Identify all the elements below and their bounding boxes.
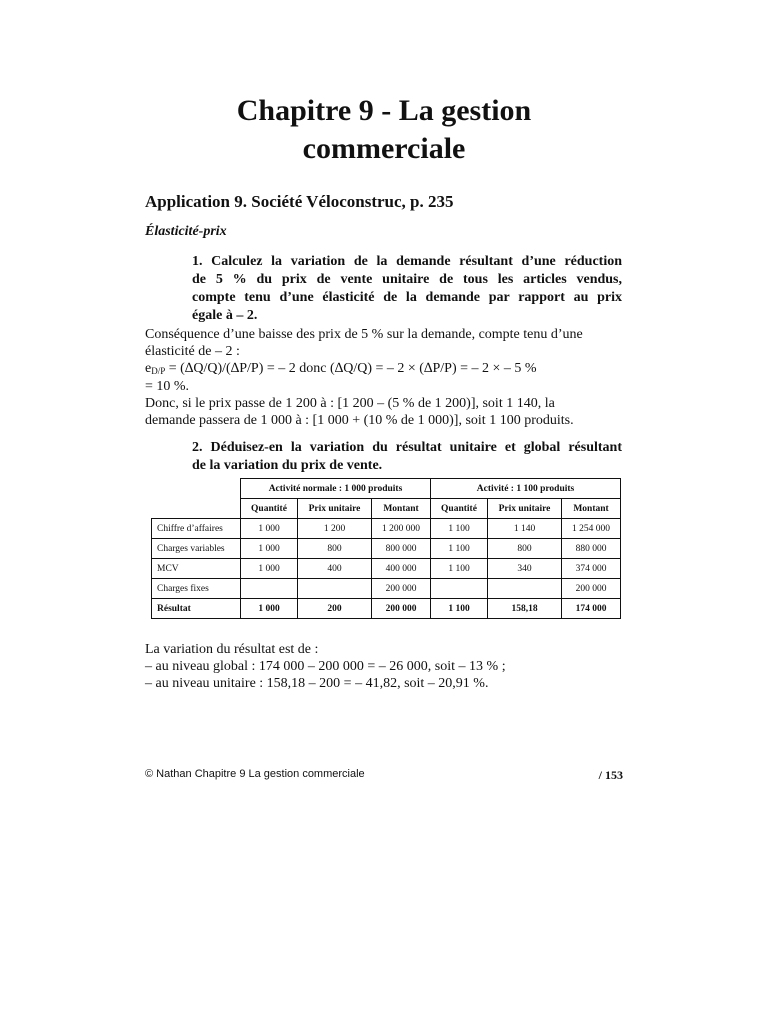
answer-1-line: = 10 %. — [145, 379, 190, 394]
table-cell: 1 100 — [431, 559, 488, 579]
table-cell: 1 200 — [298, 519, 372, 539]
question-2-line: 2. Déduisez-en la variation du résultat unitaire et global résultant — [192, 440, 622, 455]
table-cell — [241, 579, 298, 599]
table-cell: 374 000 — [562, 559, 621, 579]
column-header-prix-unitaire: Prix unitaire — [298, 499, 372, 519]
formula-rest: = (∆Q/Q)/(∆P/P) = – 2 donc (∆Q/Q) = – 2 × (∆P/P) = – 2 × – 5 % — [165, 361, 537, 376]
table-cell — [431, 579, 488, 599]
row-label: MCV — [152, 559, 241, 579]
chapter-title — [145, 92, 623, 168]
column-header-montant: Montant — [372, 499, 431, 519]
table-group-header-row — [152, 479, 621, 499]
row-label: Chiffre d’affaires — [152, 519, 241, 539]
results-table — [151, 478, 621, 619]
column-header-montant: Montant — [562, 499, 621, 519]
table-cell: 800 — [488, 539, 562, 559]
question-1-line: de 5 % du prix de vente unitaire de tous les articles vendus, — [192, 272, 622, 287]
table-cell: 200 000 — [372, 599, 431, 619]
application-heading: Application 9. Société Véloconstruc, p. 235 — [145, 192, 454, 211]
column-header-quantite: Quantité — [241, 499, 298, 519]
table-cell: 1 100 — [431, 599, 488, 619]
table-row-total — [152, 599, 621, 619]
column-header-quantite: Quantité — [431, 499, 488, 519]
column-header-prix-unitaire: Prix unitaire — [488, 499, 562, 519]
table-cell: 1 000 — [241, 599, 298, 619]
conclusion — [145, 641, 623, 692]
table-column-header-row — [152, 499, 621, 519]
row-label: Résultat — [152, 599, 241, 619]
chapter-title-line-2: commerciale — [302, 132, 466, 165]
table-cell: 200 000 — [372, 579, 431, 599]
table-cell: 800 000 — [372, 539, 431, 559]
answer-1-line: élasticité de – 2 : — [145, 344, 240, 359]
chapter-title-line-1: Chapitre 9 - La gestion — [236, 94, 532, 127]
table-cell: 1 100 — [431, 539, 488, 559]
group-header-new: Activité : 1 100 produits — [431, 479, 621, 499]
formula-subscript: D/P — [151, 366, 166, 376]
table-cell: 1 000 — [241, 559, 298, 579]
table-cell: 800 — [298, 539, 372, 559]
row-label: Charges variables — [152, 539, 241, 559]
conclusion-line: – au niveau unitaire : 158,18 – 200 = – 41,82, soit – 20,91 %. — [145, 676, 489, 691]
question-1 — [192, 253, 622, 325]
section-subheading: Élasticité-prix — [145, 224, 227, 239]
question-2-line: de la variation du prix de vente. — [192, 458, 383, 473]
table-cell: 880 000 — [562, 539, 621, 559]
group-header-normal: Activité normale : 1 000 produits — [241, 479, 431, 499]
answer-1-line: Conséquence d’une baisse des prix de 5 % sur la demande, compte tenu d’une — [145, 327, 583, 342]
question-1-line: égale à – 2. — [192, 308, 258, 323]
row-label: Charges fixes — [152, 579, 241, 599]
table-cell — [488, 579, 562, 599]
footer-copyright: © Nathan Chapitre 9 La gestion commerciale — [145, 768, 365, 780]
question-1-line: compte tenu d’une élasticité de la demande par rapport au prix — [192, 290, 622, 305]
table-corner — [152, 479, 241, 499]
conclusion-line: La variation du résultat est de : — [145, 642, 319, 657]
question-2 — [192, 439, 622, 475]
answer-1-line: Donc, si le prix passe de 1 200 à : [1 200 – (5 % de 1 200)], soit 1 140, la — [145, 396, 555, 411]
answer-1 — [145, 326, 623, 429]
answer-1-line: demande passera de 1 000 à : [1 000 + (10 % de 1 000)], soit 1 100 produits. — [145, 413, 574, 428]
question-1-line: 1. Calculez la variation de la demande résultant d’une réduction — [192, 254, 622, 269]
table-cell: 400 000 — [372, 559, 431, 579]
page-number: / 153 — [598, 768, 623, 782]
table-row — [152, 579, 621, 599]
table-row — [152, 519, 621, 539]
conclusion-line: – au niveau global : 174 000 – 200 000 = – 26 000, soit – 13 % ; — [145, 659, 506, 674]
table-cell: 174 000 — [562, 599, 621, 619]
table-cell: 400 — [298, 559, 372, 579]
table-cell: 1 100 — [431, 519, 488, 539]
table-cell: 340 — [488, 559, 562, 579]
table-cell: 158,18 — [488, 599, 562, 619]
table-cell: 200 000 — [562, 579, 621, 599]
elasticity-formula — [145, 360, 623, 378]
table-corner — [152, 499, 241, 519]
table-cell: 1 000 — [241, 519, 298, 539]
table-cell: 1 254 000 — [562, 519, 621, 539]
table-row — [152, 559, 621, 579]
table-cell: 1 200 000 — [372, 519, 431, 539]
table-row — [152, 539, 621, 559]
table-cell: 1 140 — [488, 519, 562, 539]
table-cell: 200 — [298, 599, 372, 619]
table-cell — [298, 579, 372, 599]
table-cell: 1 000 — [241, 539, 298, 559]
formula-e: e — [145, 361, 152, 376]
